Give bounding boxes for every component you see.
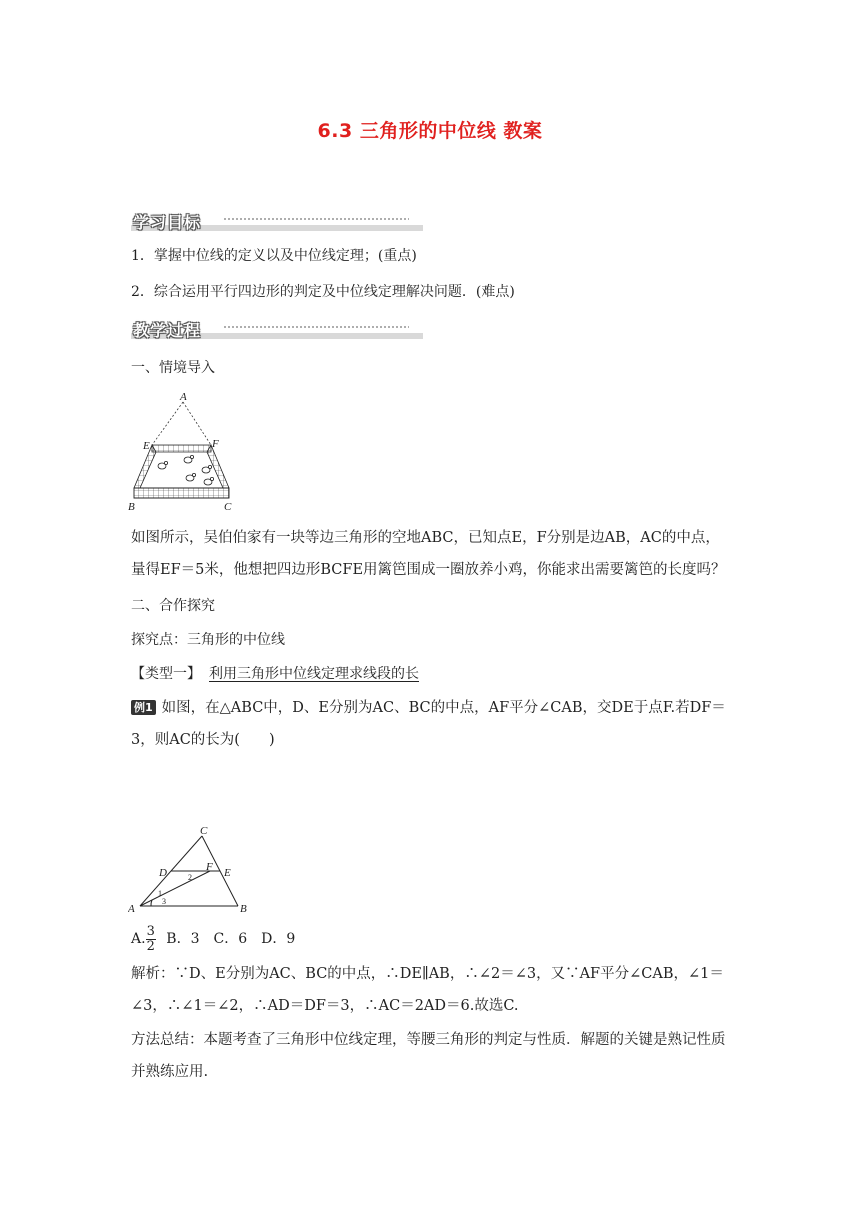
analysis-paragraph: 解析：∵D、E分别为AC、BC的中点，∴DE∥AB，∴∠2＝∠3，又∵AF平分∠CAB，∠1＝∠3，∴∠1＝∠2，∴AD＝DF＝3，∴AC＝2AD＝6.故选C. (131, 966, 724, 1014)
heading-dots (223, 218, 409, 220)
section-heading-bar (131, 318, 423, 342)
label-b: B (240, 903, 247, 914)
explore-heading: 二、合作探究 (131, 598, 215, 614)
intro-heading: 一、情境导入 (131, 360, 215, 376)
example-badge: 例1 (131, 700, 156, 715)
example-text: 如图，在△ABC中，D、E分别为AC、BC的中点，AF平分∠CAB，交DE于点F.若DF＝3，则AC的长为( ) (131, 700, 726, 748)
angle-3: 3 (162, 897, 166, 906)
section-heading-bar (131, 210, 423, 234)
type-label: 【类型一】 (131, 666, 201, 682)
goal-item-2: 2．综合运用平行四边形的判定及中位线定理解决问题．(难点) (131, 284, 515, 300)
type-text: 利用三角形中位线定理求线段的长 (209, 666, 419, 682)
label-e: E (143, 440, 150, 452)
method-summary: 方法总结：本题考查了三角形中位线定理，等腰三角形的判定与性质．解题的关键是熟记性质并熟练应用. (131, 1032, 726, 1080)
section-heading-goals: 学习目标 (133, 213, 202, 232)
chicken-pen-figure (128, 390, 238, 514)
dashed-side-ae (152, 402, 183, 445)
intro-paragraph: 如图所示，吴伯伯家有一块等边三角形的空地ABC，已知点E，F分别是边AB，AC的中点，量得EF＝5米，他想把四边形BCFE用篱笆围成一圈放养小鸡，你能求出需要篱笆的长度吗？ (131, 530, 726, 578)
option-a-prefix: A. (131, 931, 146, 947)
dashed-side-af (183, 402, 211, 445)
label-e: E (224, 867, 231, 879)
goal-item-1: 1．掌握中位线的定义以及中位线定理；(重点) (131, 248, 417, 264)
label-c: C (224, 501, 232, 513)
label-f: F (206, 861, 213, 873)
label-c: C (200, 826, 208, 837)
angle-1: 1 (158, 889, 162, 898)
label-a: A (180, 391, 187, 403)
back-fence (152, 445, 211, 452)
option-a-fraction (146, 925, 156, 954)
triangle-figure (128, 826, 254, 914)
label-f: F (212, 438, 219, 450)
label-b: B (128, 501, 135, 513)
chickens (158, 455, 214, 485)
label-a: A (128, 903, 135, 914)
section-heading-process: 教学过程 (133, 321, 202, 340)
fraction-denominator: 2 (146, 938, 155, 954)
page-title: 6.3 三角形的中位线 教案 (317, 120, 543, 142)
options-row (131, 922, 295, 956)
angle-2: 2 (188, 873, 192, 882)
options-rest: B．3 C．6 D．9 (166, 931, 296, 947)
heading-dots (223, 326, 409, 328)
explore-point: 探究点：三角形的中位线 (131, 632, 285, 648)
front-fence (134, 488, 229, 498)
fraction-numerator: 3 (146, 923, 155, 939)
type-row (131, 664, 419, 684)
label-d: D (159, 867, 167, 879)
bisector-af (140, 871, 210, 906)
example-block (131, 692, 731, 756)
